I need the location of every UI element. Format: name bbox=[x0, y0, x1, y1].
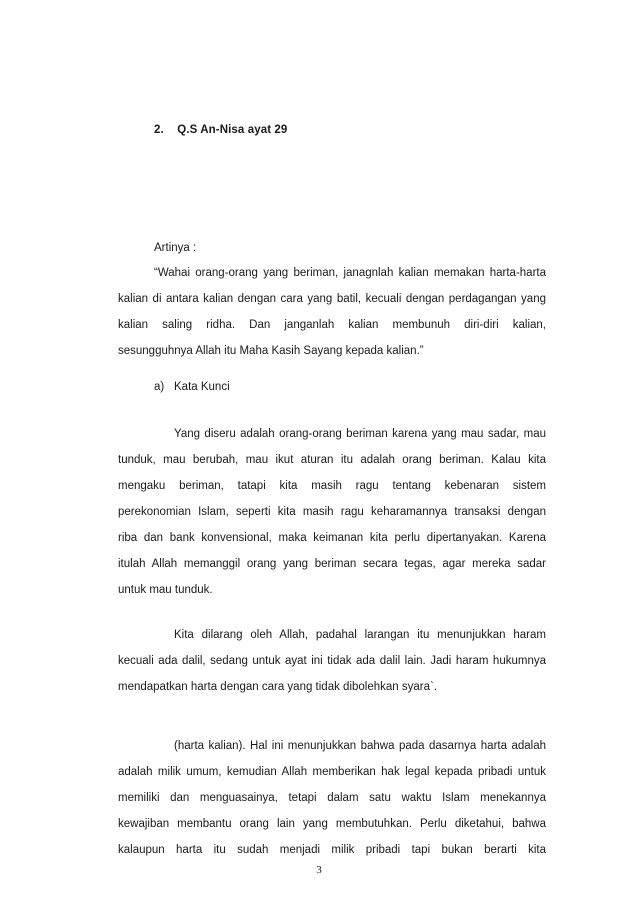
paragraph-line: itulah Allah memanggil orang yang beriman secara tegas, agar mereka sadar bbox=[118, 558, 546, 570]
paragraph-line: memiliki dan menguasainya, tetapi dalam satu waktu Islam menekannya bbox=[118, 792, 546, 804]
paragraph-line: tunduk, mau berubah, mau ikut aturan itu adalah orang beriman. Kalau kita bbox=[118, 454, 546, 466]
translation-line: sesungguhnya Allah itu Maha Kasih Sayang kepada kalian.” bbox=[118, 345, 424, 357]
paragraph-line: mendapatkan harta dengan cara yang tidak dibolehkan syara`. bbox=[118, 681, 438, 693]
section-heading bbox=[154, 124, 287, 136]
paragraph-line: adalah milik umum, kemudian Allah memberikan hak legal kepada pribadi untuk bbox=[118, 766, 546, 778]
page-number: 3 bbox=[316, 864, 322, 876]
translation-line: “Wahai orang-orang yang beriman, janagnlah kalian memakan harta-harta bbox=[154, 267, 546, 279]
kata-kunci-marker: a) bbox=[154, 381, 165, 393]
paragraph-line: perekonomian Islam, seperti kita masih ragu keharamannya transaksi dengan bbox=[118, 506, 546, 518]
kata-kunci-heading bbox=[154, 381, 230, 393]
paragraph-line: riba dan bank konvensional, maka keimanan kita perlu dipertanyakan. Karena bbox=[118, 532, 546, 544]
heading-number: 2. bbox=[154, 124, 164, 136]
paragraph-line: untuk mau tunduk. bbox=[118, 584, 213, 596]
paragraph-line: Yang diseru adalah orang-orang beriman karena yang mau sadar, mau bbox=[174, 428, 546, 440]
paragraph-line: kecuali ada dalil, sedang untuk ayat ini tidak ada dalil lain. Jadi haram hukumnya bbox=[118, 655, 546, 667]
kata-kunci-title: Kata Kunci bbox=[174, 381, 230, 393]
paragraph-line: kalaupun harta itu sudah menjadi milik pribadi tapi bukan berarti kita bbox=[118, 844, 546, 856]
translation-line: kalian saling ridha. Dan janganlah kalian membunuh diri-diri kalian, bbox=[118, 319, 546, 331]
artinya-label: Artinya : bbox=[154, 242, 197, 254]
paragraph-line: (harta kalian). Hal ini menunjukkan bahwa pada dasarnya harta adalah bbox=[174, 740, 546, 752]
paragraph-line: mengaku beriman, tatapi kita masih ragu tentang kebenaran sistem bbox=[118, 480, 546, 492]
paragraph-line: Kita dilarang oleh Allah, padahal larangan itu menunjukkan haram bbox=[174, 629, 546, 641]
paragraph-line: kewajiban membantu orang lain yang membutuhkan. Perlu diketahui, bahwa bbox=[118, 818, 546, 830]
translation-line: kalian di antara kalian dengan cara yang batil, kecuali dengan perdagangan yang bbox=[118, 293, 546, 305]
heading-title: Q.S An-Nisa ayat 29 bbox=[177, 124, 288, 136]
